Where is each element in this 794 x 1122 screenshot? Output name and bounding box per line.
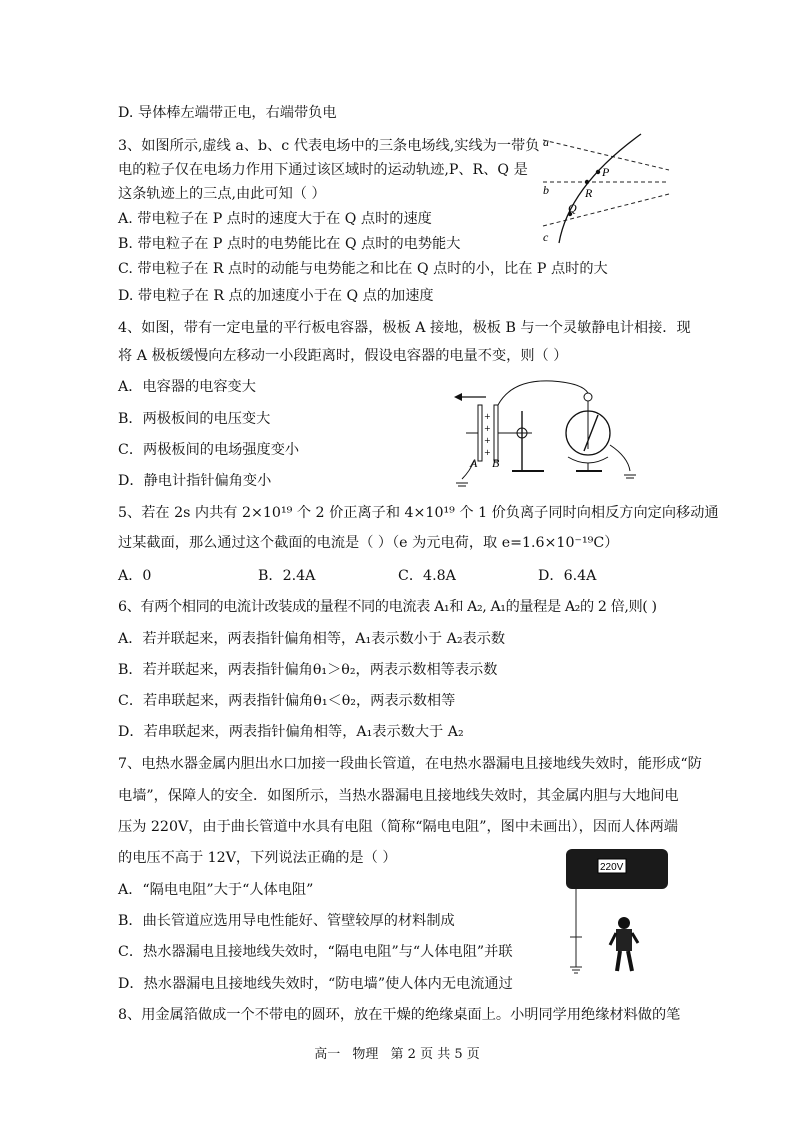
footer-grade: 高一 (314, 1047, 341, 1062)
q5-stem-2: 过某截面，那么通过这个截面的电流是（ ）（e 为元电荷，取 e=1.6×10⁻¹⁹C） (118, 535, 619, 551)
q7-option-b: B．曲长管道应选用导电性能好、管壁较厚的材料制成 (118, 913, 455, 929)
label-b: b (543, 183, 549, 197)
svg-text:+: + (484, 448, 491, 457)
q4-stem-2: 将 A 极板缓慢向左移动一小段距离时，假设电容器的电量不变，则（ ） (118, 348, 568, 364)
footer-subject: 物理 (352, 1047, 379, 1062)
q7-option-a: A．“隔电电阻”大于“人体电阻” (118, 882, 314, 898)
label-q: Q (568, 201, 577, 215)
page-footer (0, 1043, 794, 1062)
q4-stem-1: 4、如图，带有一定电量的平行板电容器，极板 A 接地，极板 B 与一个灵敏静电计相接．现 (118, 320, 691, 336)
q3-stem-3: 这条轨迹上的三点,由此可知（ ） (118, 186, 326, 202)
connecting-wire (498, 381, 588, 405)
person-figure (610, 917, 638, 971)
q3-option-a: A. 带电粒子在 P 点时的速度大于在 Q 点时的速度 (118, 211, 432, 227)
electroscope-needle (584, 415, 598, 451)
q7-stem-1: 7、电热水器金属内胆出水口加接一段曲长管道，在电热水器漏电且接地线失效时，能形成“防 (118, 756, 702, 772)
q4-option-a: A．电容器的电容变大 (118, 379, 256, 395)
q8-stem: 8、用金属箔做成一个不带电的圆环，放在干燥的绝缘桌面上。小明同学用绝缘材料做的笔 (118, 1007, 681, 1023)
q4-option-c: C．两极板间的电场强度变小 (118, 442, 300, 458)
q5-option-b: B．2.4A (258, 568, 316, 584)
q6-option-b: B．若并联起来，两表指针偏角θ₁＞θ₂，两表示数相等表示数 (118, 662, 498, 678)
q6-option-a: A．若并联起来，两表指针偏角相等，A₁表示数小于 A₂表示数 (118, 631, 506, 647)
charges-a: + (484, 412, 491, 421)
field-lines-figure (535, 128, 675, 248)
q3-stem-1: 3、如图所示,虚线 a、b、c 代表电场中的三条电场线,实线为一带负 (118, 138, 540, 154)
q7-option-d: D．热水器漏电且接地线失效时，“防电墙”使人体内无电流通过 (118, 976, 513, 992)
plate-a (478, 405, 482, 461)
particle-trajectory (559, 134, 641, 243)
q3-option-c: C. 带电粒子在 R 点时的动能与电势能之和比在 Q 点时的小，比在 P 点时的大 (118, 261, 608, 277)
q4-option-b: B．两极板间的电压变大 (118, 411, 271, 427)
q5-option-a: A．0 (118, 568, 152, 584)
point-p (596, 170, 600, 174)
q7-stem-2: 电墙”，保障人的安全．如图所示，当热水器漏电且接地线失效时，其金属内胆与大地间电 (118, 788, 679, 804)
label-c: c (543, 230, 549, 244)
footer-page: 第 2 页 共 5 页 (390, 1047, 480, 1062)
q5-option-c: C．4.8A (398, 568, 456, 584)
q5-stem-1: 5、若在 2s 内共有 2×10¹⁹ 个 2 价正离子和 4×10¹⁹ 个 1 价负离子同时向相反方向定向移动通 (118, 505, 719, 521)
q6-option-c: C．若串联起来，两表指针偏角θ₁＜θ₂，两表示数相等 (118, 693, 456, 709)
label-plate-a: A (470, 456, 478, 470)
q3-option-b: B. 带电粒子在 P 点时的电势能比在 Q 点时的电势能大 (118, 236, 461, 252)
svg-text:+: + (484, 436, 491, 445)
water-heater-figure (562, 845, 674, 980)
q5-option-d: D．6.4A (538, 568, 597, 584)
q4-option-d: D．静电计指针偏角变小 (118, 473, 272, 489)
q7-stem-3: 压为 220V，由于曲长管道中水具有电阻（简称“隔电电阻”，图中未画出），因而人体两端 (118, 819, 678, 835)
move-arrow-head (454, 393, 462, 401)
electroscope-knob (584, 393, 592, 401)
point-r (585, 180, 589, 184)
q3-stem-2: 电的粒子仅在电场力作用下通过该区域时的运动轨迹,P、R、Q 是 (118, 162, 528, 178)
svg-text:+: + (484, 424, 491, 433)
capacitor-electroscope-figure (452, 375, 642, 495)
label-p: P (602, 165, 610, 179)
label-a: a (543, 135, 549, 149)
q7-stem-4: 的电压不高于 12V，下列说法正确的是（ ） (118, 850, 397, 866)
voltage-label: 220V (600, 862, 624, 873)
field-line-c (543, 194, 669, 226)
q6-stem: 6、有两个相同的电流计改装成的量程不同的电流表 A₁和 A₂, A₁的量程是 A₂的 2 倍,则( ) (118, 599, 657, 615)
label-r: R (585, 186, 593, 200)
plate-b (494, 405, 498, 461)
label-plate-b: B (492, 456, 500, 470)
q6-option-d: D．若串联起来，两表指针偏角相等，A₁表示数大于 A₂ (118, 724, 464, 740)
q2-option-d: D. 导体棒左端带正电，右端带负电 (118, 105, 337, 121)
q3-option-d: D. 带电粒子在 R 点的加速度小于在 Q 点的加速度 (118, 288, 434, 304)
q7-option-c: C．热水器漏电且接地线失效时，“隔电电阻”与“人体电阻”并联 (118, 944, 513, 960)
